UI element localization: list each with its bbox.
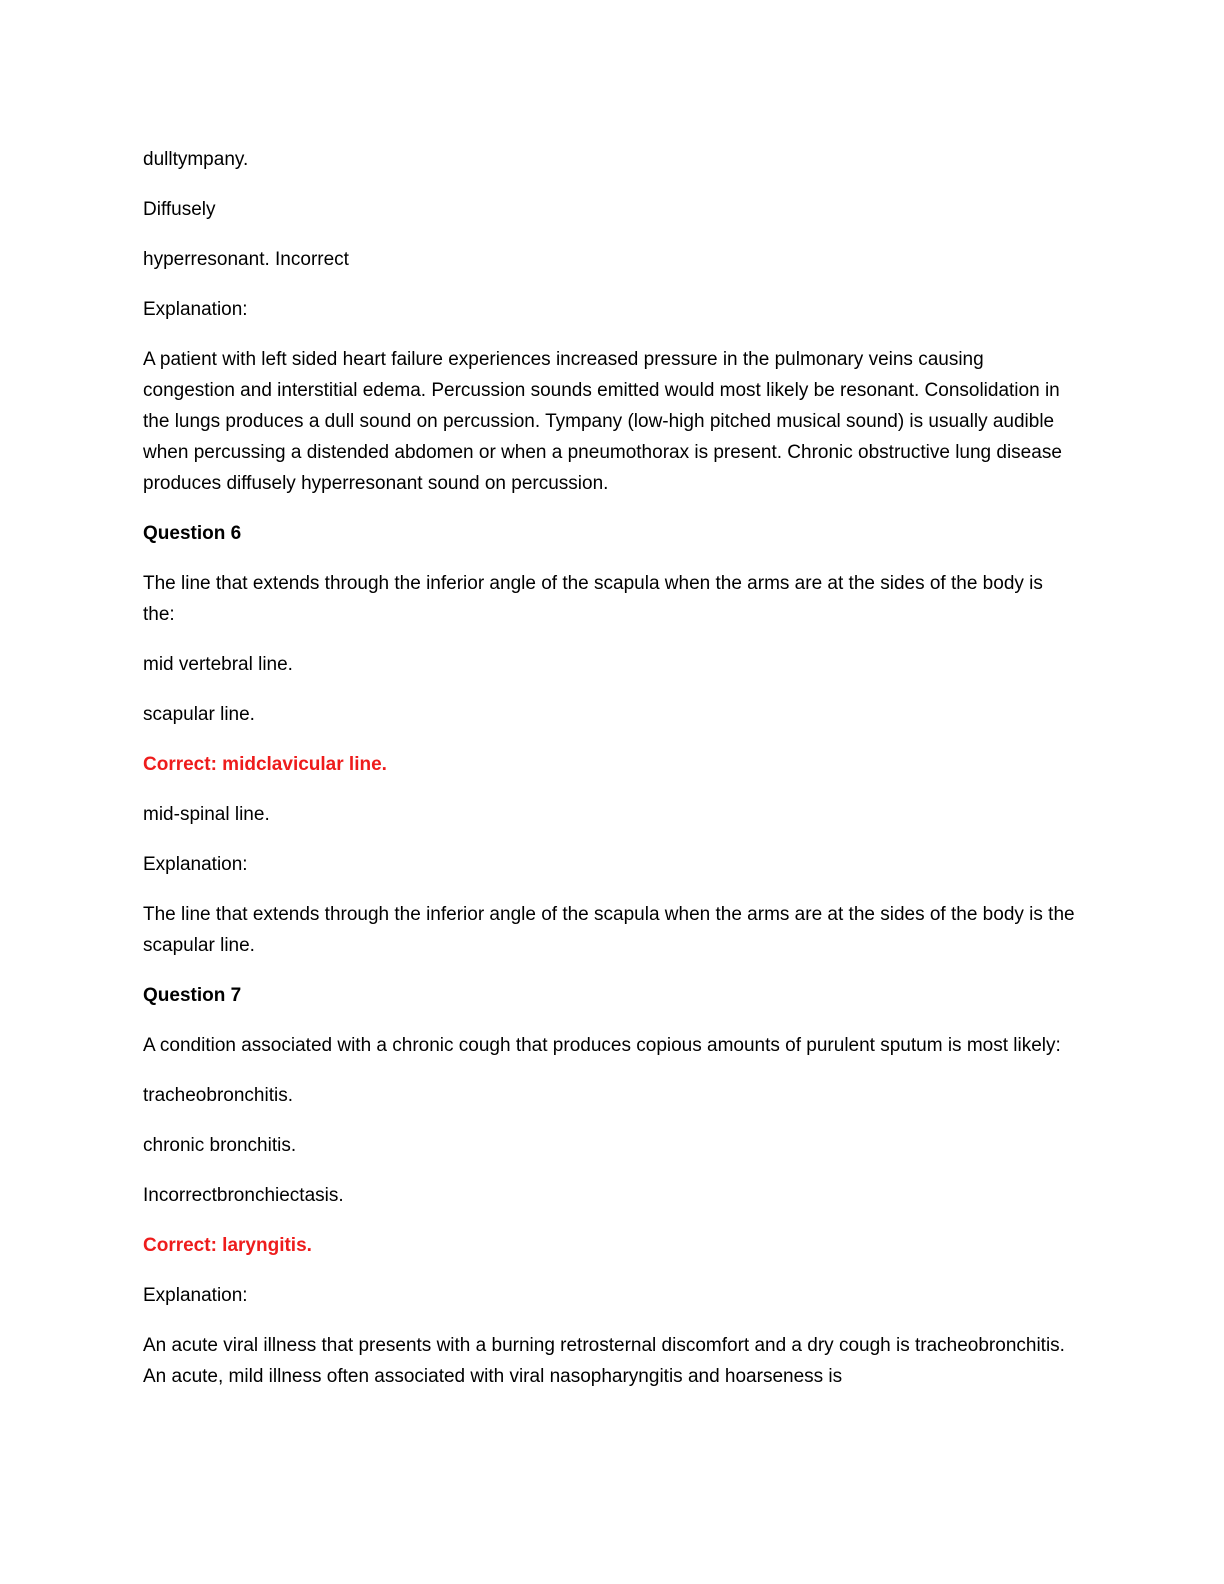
q6-option: scapular line. [143, 704, 255, 725]
q7-explanation: An acute viral illness that presents with a burning retrosternal discomfort and a dry cough is tracheobronchitis. An acute, mild illness often associated with viral nasopharyngitis and hoarseness is [143, 1335, 1065, 1387]
q6-prompt: The line that extends through the inferior angle of the scapula when the arms are at the sides of the body is the: [143, 573, 1043, 625]
q6-option: mid-spinal line. [143, 804, 270, 825]
q6-correct-option: Correct: midclavicular line. [143, 754, 387, 775]
q5-option-c: dulltympany. [143, 149, 249, 170]
q7-correct-option: Correct: laryngitis. [143, 1235, 312, 1256]
q5-explanation-label: Explanation: [143, 299, 248, 320]
q7-explanation-label: Explanation: [143, 1285, 248, 1306]
q5-option-d-line1: Diffusely [143, 199, 216, 220]
q6-explanation: The line that extends through the inferior angle of the scapula when the arms are at the sides of the body is the scapular line. [143, 904, 1075, 956]
q7-option: chronic bronchitis. [143, 1135, 297, 1156]
q7-prompt: A condition associated with a chronic cough that produces copious amounts of purulent sputum is most likely: [143, 1035, 1061, 1056]
document-page [143, 144, 1078, 1411]
q6-explanation-label: Explanation: [143, 854, 248, 875]
q6-option: mid vertebral line. [143, 654, 293, 675]
q5-option-d-line2: hyperresonant. Incorrect [143, 249, 349, 270]
q7-heading: Question 7 [143, 985, 242, 1006]
q6-heading: Question 6 [143, 523, 242, 544]
q5-explanation: A patient with left sided heart failure experiences increased pressure in the pulmonary veins causing congestion and interstitial edema. Percussion sounds emitted would most likely be resonant. Consolidation in the lungs produces a dull sound on percussion. Tympany (low-high pitched musical sound) is usually audible when percussing a distended abdomen or when a pneumothorax is present. Chronic obstructive lung disease produces diffusely hyperresonant sound on percussion. [143, 349, 1062, 494]
q7-option: Incorrectbronchiectasis. [143, 1185, 344, 1206]
q7-option: tracheobronchitis. [143, 1085, 293, 1106]
